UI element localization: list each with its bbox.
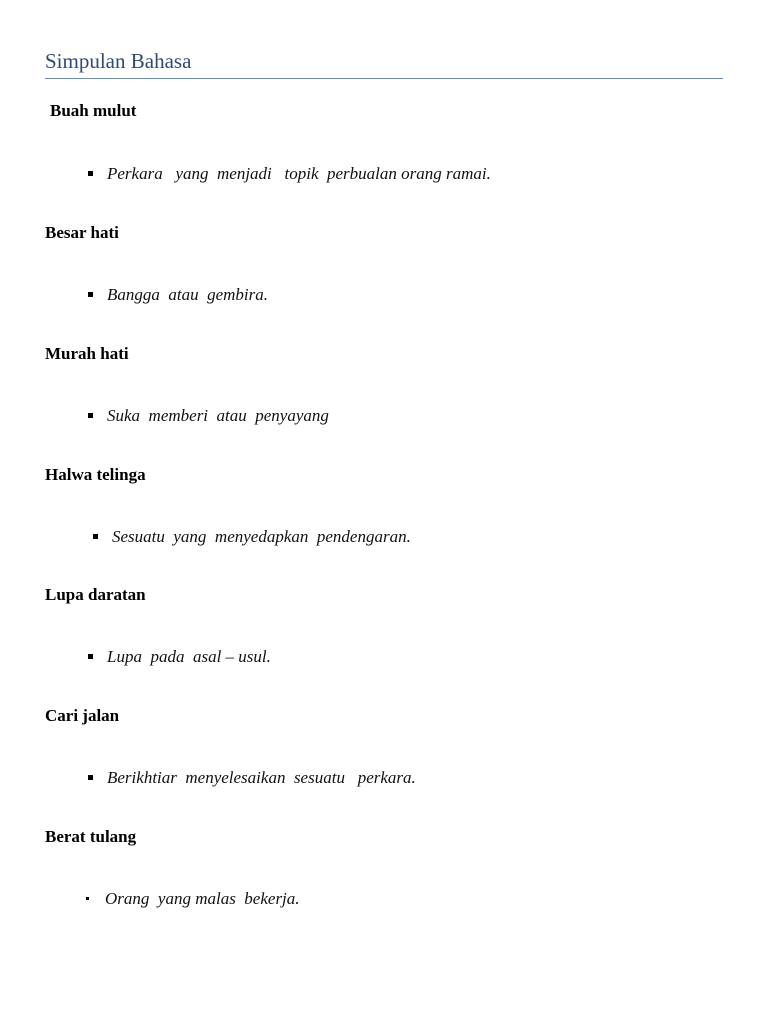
- term-halwa-telinga: Halwa telinga: [45, 465, 146, 484]
- definition-item: [71, 383, 329, 449]
- definition-text: Sesuatu yang menyedapkan pendengaran.: [112, 527, 411, 546]
- term-lupa-daratan: Lupa daratan: [45, 585, 146, 604]
- definition-item: [71, 745, 416, 811]
- definition-item: [76, 504, 411, 570]
- bullet-icon: [88, 292, 93, 297]
- bullet-icon: [88, 775, 93, 780]
- definition-text: Lupa pada asal – usul.: [107, 647, 271, 666]
- definition-text: Perkara yang menjadi topik perbualan orang ramai.: [107, 164, 491, 183]
- page-title: Simpulan Bahasa: [45, 49, 192, 73]
- bullet-icon: [88, 171, 93, 176]
- definition-text: Bangga atau gembira.: [107, 285, 269, 304]
- title-underline: [45, 78, 723, 79]
- term-besar-hati: Besar hati: [45, 223, 119, 242]
- bullet-icon: [86, 897, 89, 900]
- bullet-icon: [88, 413, 93, 418]
- bullet-icon: [93, 534, 98, 539]
- definition-item: [71, 141, 491, 207]
- bullet-icon: [88, 654, 93, 659]
- definition-text: Berikhtiar menyelesaikan sesuatu perkara.: [107, 768, 416, 787]
- term-buah-mulut: Buah mulut: [50, 101, 137, 120]
- term-berat-tulang: Berat tulang: [45, 827, 137, 846]
- definition-text: Suka memberi atau penyayang: [107, 406, 329, 425]
- term-murah-hati: Murah hati: [45, 344, 129, 363]
- definition-item: [71, 624, 271, 690]
- definition-text: Orang yang malas bekerja.: [105, 889, 300, 908]
- definition-item: [69, 866, 300, 932]
- definition-item: [71, 262, 268, 328]
- term-cari-jalan: Cari jalan: [45, 706, 120, 725]
